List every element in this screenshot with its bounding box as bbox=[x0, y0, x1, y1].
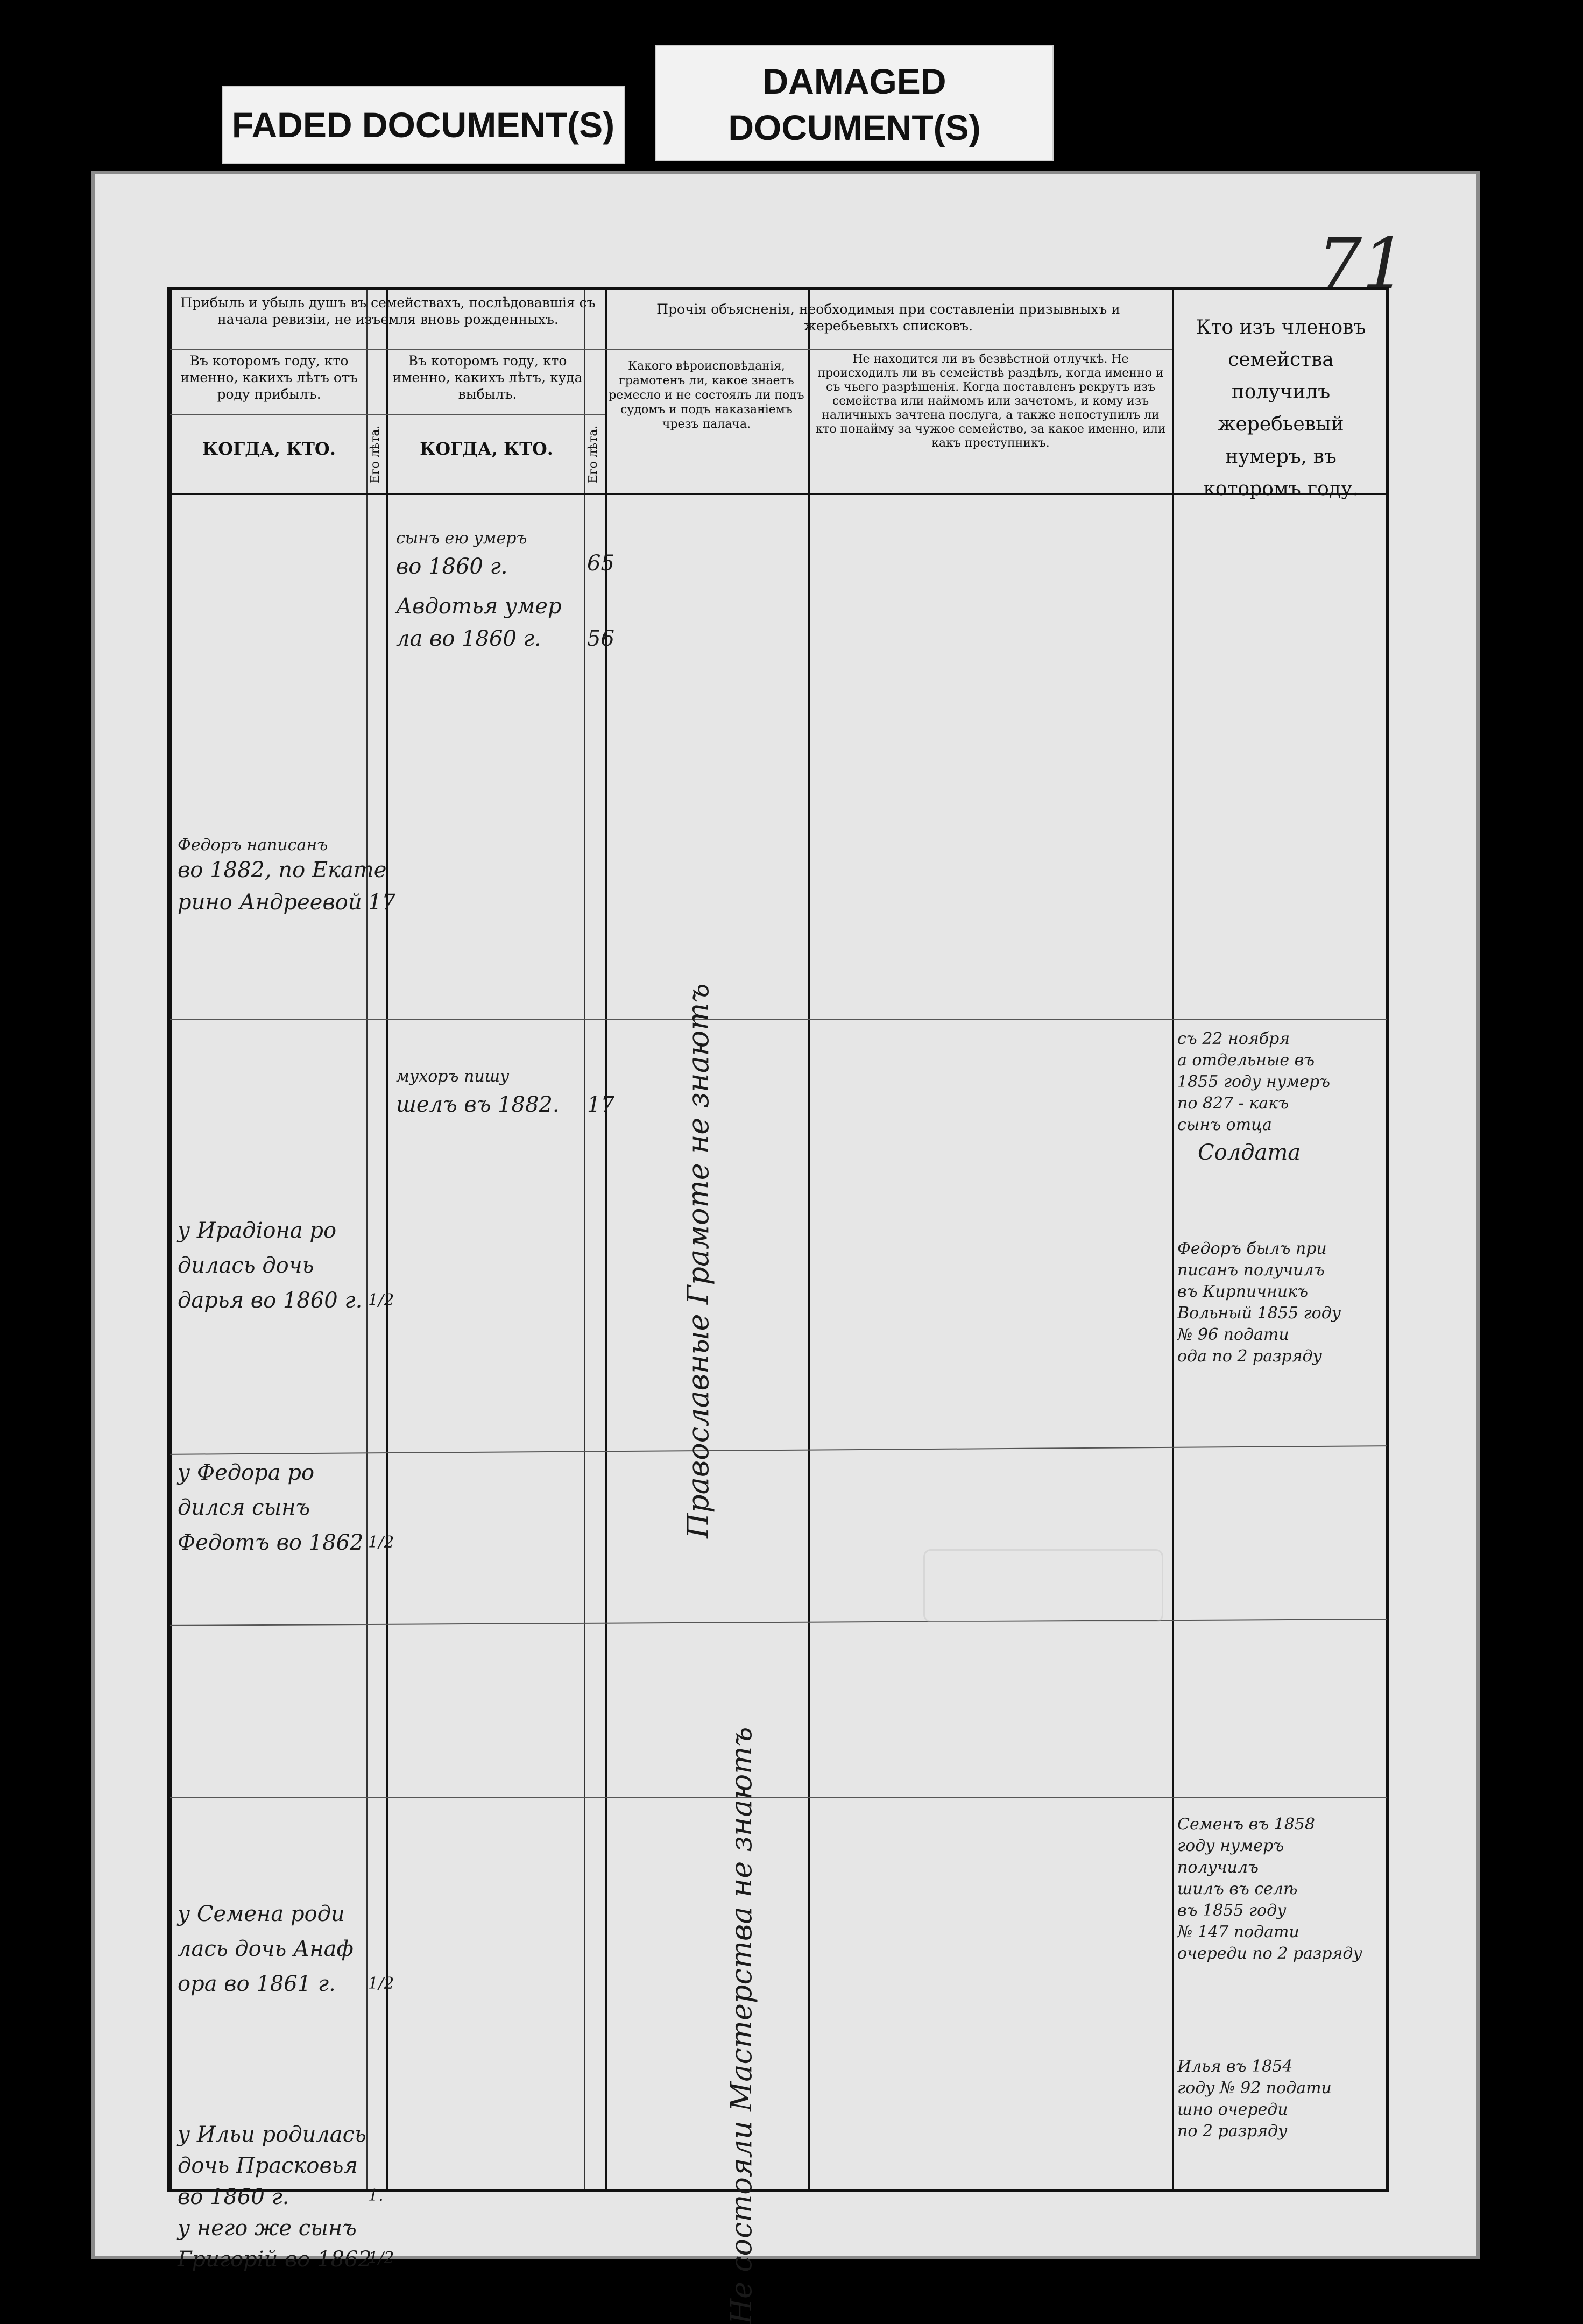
arrived-entry-6: у него же сынъ bbox=[178, 2216, 357, 2241]
departed-entry-2b: ла во 1860 г. bbox=[396, 626, 541, 651]
lot-entry-3c: получилъ bbox=[1177, 1858, 1259, 1877]
arrived-age-3: 1/2 bbox=[368, 1533, 394, 1552]
header-age-1: Его лѣта. bbox=[369, 425, 382, 483]
lot-entry-3: Семенъ въ 1858 bbox=[1177, 1815, 1315, 1834]
arrived-entry-2: у Ирадіона ро bbox=[178, 1218, 337, 1243]
arrived-entry-2c: дарья во 1860 г. bbox=[178, 1288, 363, 1313]
header-age-2: Его лѣта. bbox=[586, 425, 600, 483]
header-departed: Въ которомъ году, кто именно, какихъ лѣтъ, куда выбылъ. bbox=[392, 353, 583, 402]
lot-entry-2c: въ Кирпичникъ bbox=[1177, 1282, 1309, 1301]
religion-note-vertical-2: Не состояли Мастерства не знаютъ bbox=[724, 1727, 758, 2324]
arrived-entry-5: у Ильи родилась bbox=[178, 2122, 366, 2147]
arrived-entry-4b: лась дочь Анаф bbox=[178, 1937, 354, 1961]
lot-entry-1b: а отдельные въ bbox=[1177, 1051, 1315, 1070]
header-lot-number: Кто изъ членовъ семейства получилъ жеребьевый нумеръ, въ которомъ году. bbox=[1196, 316, 1366, 500]
lot-entry-1c: 1855 году нумеръ bbox=[1177, 1072, 1331, 1091]
damaged-document-label bbox=[655, 45, 1054, 161]
lot-entry-2e: № 96 подати bbox=[1177, 1325, 1289, 1344]
page-number: 71 bbox=[1317, 223, 1407, 305]
header-divider bbox=[170, 414, 605, 415]
lot-entry-2: Федоръ былъ при bbox=[1177, 1239, 1327, 1258]
lot-entry-3f: № 147 подати bbox=[1177, 1923, 1299, 1941]
header-when-who-2: КОГДА, КТО. bbox=[420, 439, 553, 459]
lot-entry-3b: году нумеръ bbox=[1177, 1836, 1284, 1855]
damaged-label-line2: DOCUMENT(S) bbox=[728, 108, 981, 147]
departed-entry-1: сынъ ею умеръ bbox=[396, 529, 527, 548]
arrived-entry-6b: Григорій во 1862 bbox=[178, 2247, 372, 2272]
lot-entry-2b: писанъ получилъ bbox=[1177, 1261, 1325, 1280]
arrived-age-1: 17 bbox=[368, 890, 395, 915]
arrived-entry-3b: дился сынъ bbox=[178, 1495, 310, 1520]
lot-entry-4c: шно очереди bbox=[1177, 2100, 1288, 2119]
lot-entry-1: съ 22 ноября bbox=[1177, 1029, 1290, 1048]
arrived-age-5: 1. bbox=[368, 2186, 384, 2205]
departed-entry-1b: во 1860 г. bbox=[396, 554, 508, 579]
arrived-entry-5b: дочь Прасковья bbox=[178, 2153, 358, 2178]
lot-entry-1f: Солдата bbox=[1198, 1140, 1301, 1165]
lot-entry-1d: по 827 - какъ bbox=[1177, 1094, 1289, 1113]
religion-note-vertical: Православные Грамоте не знаютъ bbox=[681, 983, 715, 1538]
lot-entry-2f: ода по 2 разряду bbox=[1177, 1347, 1322, 1366]
col-divider bbox=[170, 290, 172, 2189]
lot-entry-4d: по 2 разряду bbox=[1177, 2122, 1288, 2141]
col-divider bbox=[1172, 290, 1174, 2189]
header-other-explanations: Прочія объясненія, необходимыя при составленіи призывныхъ и жеребьевыхъ списковъ. bbox=[656, 301, 1120, 334]
row-divider bbox=[170, 1619, 1387, 1626]
document-sheet bbox=[91, 171, 1480, 2324]
lot-entry-1e: сынъ отца bbox=[1177, 1115, 1272, 1134]
arrived-entry-2b: дилась дочь bbox=[178, 1253, 314, 1278]
header-arrivals-departures: Прибыль и убыль душъ въ семействахъ, послѣдовавшія съ начала ревизіи, не изъемля вновь рожденныхъ. bbox=[180, 295, 596, 327]
header-arrived: Въ которомъ году, кто именно, какихъ лѣтъ отъ роду прибылъ. bbox=[180, 353, 358, 402]
departed-entry-2: Авдотья умер bbox=[396, 594, 562, 619]
departed-age-1: 65 bbox=[587, 551, 614, 576]
arrived-age-4: 1/2 bbox=[368, 1974, 394, 1993]
departed-age-2: 56 bbox=[587, 626, 614, 651]
row-divider bbox=[170, 1797, 1387, 1798]
col-divider bbox=[386, 290, 388, 2189]
arrived-entry-1: Федоръ написанъ bbox=[178, 836, 328, 854]
header-divider bbox=[605, 349, 1172, 350]
damaged-label-line1: DAMAGED bbox=[762, 61, 946, 101]
lot-entry-4: Илья въ 1854 bbox=[1177, 2057, 1293, 2076]
col-divider bbox=[808, 290, 810, 2189]
row-divider bbox=[170, 1019, 1387, 1020]
header-divider bbox=[170, 349, 605, 350]
lot-entry-3d: шилъ въ селѣ bbox=[1177, 1880, 1298, 1898]
faded-document-label: FADED DOCUMENT(S) bbox=[222, 86, 625, 164]
arrived-age-6: 1/2 bbox=[368, 2249, 394, 2268]
header-absence: Не находится ли въ безвѣстной отлучкѣ. Не происходилъ ли въ семействѣ раздѣлъ, когда именно и съ чьего разрѣшенія. Когда поставленъ рекрутъ изъ семейства или наймомъ или зачетомъ, и кому изъ наличныхъ зачтена послуга, а также непоступилъ ли кто понаймy за чужое семейство, за какое именно, или какъ преступникъ. bbox=[815, 352, 1166, 450]
arrived-entry-5c: во 1860 г. bbox=[178, 2185, 289, 2209]
header-when-who-1: КОГДА, КТО. bbox=[202, 439, 336, 459]
arrived-entry-1b: во 1882, по Екате bbox=[178, 858, 387, 882]
faded-stamp-mark bbox=[923, 1549, 1163, 1622]
lot-entry-3e: въ 1855 году bbox=[1177, 1901, 1287, 1920]
census-form-table bbox=[167, 287, 1389, 2324]
arrived-entry-4: у Семена роди bbox=[178, 1902, 345, 1926]
row-divider bbox=[170, 1445, 1387, 1455]
lot-entry-4b: году № 92 подати bbox=[1177, 2079, 1332, 2097]
arrived-entry-3: у Федора ро bbox=[178, 1460, 315, 1485]
col-divider bbox=[584, 290, 585, 2189]
col-divider bbox=[366, 290, 368, 2189]
arrived-entry-3c: Федотъ во 1862 bbox=[178, 1530, 364, 1555]
arrived-entry-4c: ора во 1861 г. bbox=[178, 1972, 336, 1996]
arrived-age-2: 1/2 bbox=[368, 1291, 394, 1310]
departed-age-3: 17 bbox=[587, 1092, 614, 1117]
departed-entry-3: мухоръ пишу bbox=[396, 1067, 510, 1086]
departed-entry-3b: шелъ въ 1882. bbox=[396, 1092, 560, 1117]
lot-entry-2d: Вольный 1855 году bbox=[1177, 1304, 1341, 1323]
header-religion: Какого вѣроисповѣданія, грамотенъ ли, какое знаетъ ремесло и не состоялъ ли подъ судомъ и подъ наказаніемъ чрезъ палача. bbox=[609, 359, 804, 431]
lot-entry-3g: очереди по 2 разряду bbox=[1177, 1944, 1362, 1963]
arrived-entry-1c: рино Андреевой bbox=[178, 890, 362, 915]
